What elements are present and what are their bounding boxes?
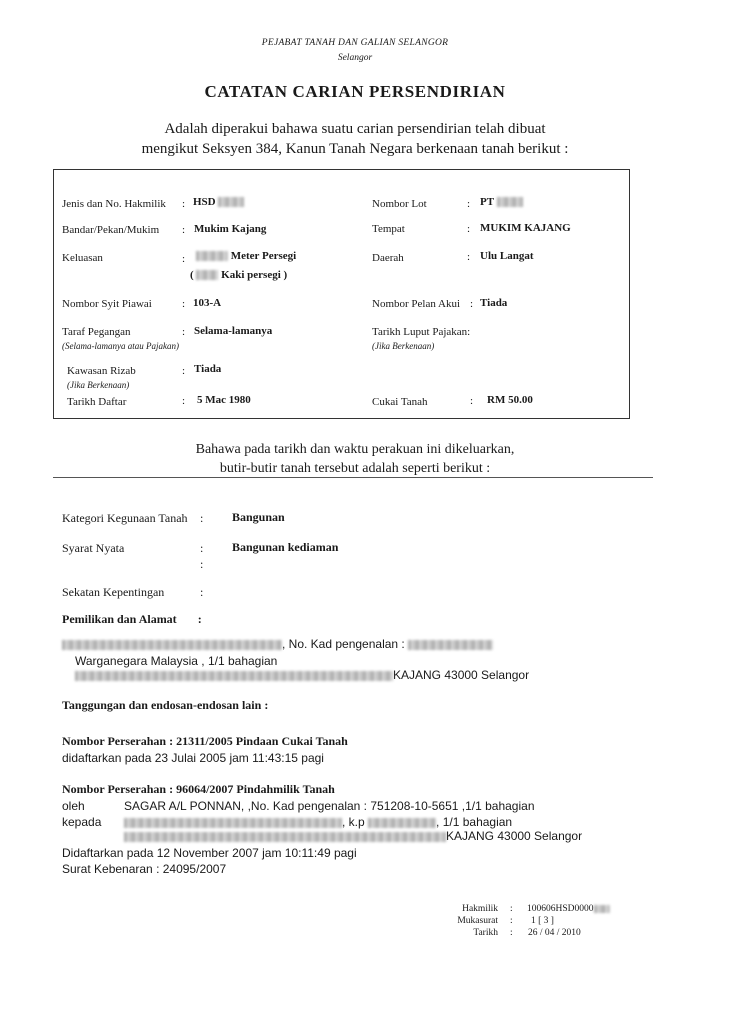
tenure-label: Taraf Pegangan [62, 326, 131, 338]
entry-2-registered: Didaftarkan pada 12 November 2007 jam 10:11:49 pagi [62, 846, 357, 860]
colon: : [510, 928, 513, 938]
title-type-label: Jenis dan No. Hakmilik [62, 198, 166, 210]
office-state: Selangor [337, 53, 373, 63]
place-label: Tempat [372, 223, 405, 235]
area-value-m: Meter Persegi [196, 250, 296, 262]
statement-text [0, 440, 710, 478]
colon: : [510, 916, 513, 926]
colon: : [182, 198, 186, 210]
colon: : [467, 223, 471, 235]
lot-label: Nombor Lot [372, 198, 427, 210]
district-value: Ulu Langat [480, 250, 534, 262]
redacted-mark [196, 251, 228, 261]
owner-line: , No. Kad pengenalan : [62, 637, 493, 651]
divider-line [53, 477, 653, 478]
redacted-mark [594, 905, 610, 913]
intro-text [0, 119, 710, 159]
area-value-ft: ( Kaki persegi ) [190, 269, 288, 281]
encumbrance-label: Tanggungan dan endosan-endosan lain : [62, 698, 269, 712]
ownership-label: Pemilikan dan Alamat : [62, 612, 202, 626]
entry-2-to-label: kepada [62, 815, 102, 829]
redacted-owner-address [75, 671, 393, 681]
reserve-sub: (Jika Berkenaan) [67, 380, 130, 390]
reg-date-label: Tarikh Daftar [67, 396, 127, 408]
lease-expiry-sub: (Jika Berkenaan) [372, 341, 435, 351]
document-title: CATATAN CARIAN PERSENDIRIAN [204, 82, 506, 101]
footer-page-value: 1 [ 3 ] [531, 916, 554, 926]
tax-label: Cukai Tanah [372, 396, 428, 408]
redacted-mark [497, 197, 523, 207]
redacted-mark [196, 270, 218, 280]
restriction-label: Sekatan Kepentingan [62, 585, 165, 599]
condition-label: Syarat Nyata [62, 541, 125, 555]
office-name: PEJABAT TANAH DAN GALIAN SELANGOR [261, 38, 449, 48]
redacted-buyer-ic [368, 818, 436, 828]
entry-2-permit: Surat Kebenaran : 24095/2007 [62, 862, 227, 876]
colon: : [182, 253, 186, 265]
tenure-value: Selama-lamanya [194, 325, 273, 337]
owner-address: KAJANG 43000 Selangor [75, 668, 529, 682]
reg-date-value: 5 Mac 1980 [197, 394, 251, 406]
tenure-sub: (Selama-lamanya atau Pajakan) [62, 341, 179, 351]
entry-2-title: Nombor Perserahan : 96064/2007 Pindahmilik Tanah [62, 782, 335, 796]
colon: : [470, 298, 474, 310]
colon: : [200, 557, 204, 571]
district-label: Daerah [372, 252, 404, 264]
usage-label: Kategori Kegunaan Tanah [62, 511, 188, 525]
colon: : [182, 365, 186, 377]
condition-value: Bangunan kediaman [232, 540, 339, 554]
entry-2-to-line: , k.p , 1/1 bahagian [124, 815, 512, 829]
entry-1-registered: didaftarkan pada 23 Julai 2005 jam 11:43:15 pagi [62, 751, 324, 765]
footer-date-value: 26 / 04 / 2010 [528, 928, 581, 938]
redacted-owner-ic [408, 640, 493, 650]
footer-title-value: 100606HSD0000 [527, 904, 610, 914]
entry-2-to-address: KAJANG 43000 Selangor [124, 829, 582, 843]
usage-value: Bangunan [232, 510, 285, 524]
colon: : [182, 298, 186, 310]
colon: : [510, 904, 513, 914]
entry-1-title: Nombor Perserahan : 21311/2005 Pindaan Cukai Tanah [62, 734, 348, 748]
colon: : [182, 395, 186, 407]
lot-value: PT [480, 196, 523, 208]
intro-line-2: mengikut Seksyen 384, Kanun Tanah Negara berkenaan tanah berikut : [141, 141, 569, 157]
redacted-buyer-name [124, 818, 342, 828]
redacted-mark [218, 197, 244, 207]
footer-date-label: Tarikh [473, 928, 498, 938]
plan-label: Nombor Pelan Akui [372, 298, 460, 310]
colon: : [467, 198, 471, 210]
reserve-label: Kawasan Rizab [67, 365, 136, 377]
title-type-value: HSD [193, 196, 244, 208]
colon: : [200, 541, 204, 555]
colon: : [182, 326, 186, 338]
tax-value: RM 50.00 [487, 394, 533, 406]
colon: : [182, 224, 186, 236]
entry-2-from-value: SAGAR A/L PONNAN, ,No. Kad pengenalan : 751208-10-5651 ,1/1 bahagian [124, 799, 535, 813]
plan-value: Tiada [480, 297, 508, 309]
colon: : [200, 511, 204, 525]
reserve-value: Tiada [194, 363, 222, 375]
colon: : [200, 585, 204, 599]
lease-expiry-label: Tarikh Luput Pajakan: [372, 326, 471, 338]
owner-citizenship: Warganegara Malaysia , 1/1 bahagian [75, 654, 278, 668]
redacted-buyer-address [124, 832, 446, 842]
town-label: Bandar/Pekan/Mukim [62, 224, 160, 236]
place-value: MUKIM KAJANG [480, 222, 571, 234]
town-value: Mukim Kajang [194, 223, 267, 235]
statement-line-2: butir-butir tanah tersebut adalah seperti berikut : [219, 461, 491, 476]
redacted-owner-name [62, 640, 282, 650]
footer-page-label: Mukasurat [457, 916, 498, 926]
area-label: Keluasan [62, 252, 103, 264]
colon: : [470, 395, 474, 407]
intro-line-1: Adalah diperakui bahawa suatu carian persendirian telah dibuat [164, 121, 546, 137]
footer-title-label: Hakmilik [462, 904, 498, 914]
entry-2-from-label: oleh [62, 799, 85, 813]
colon: : [467, 251, 471, 263]
statement-line-1: Bahawa pada tarikh dan waktu perakuan ini dikeluarkan, [195, 442, 515, 457]
sheet-label: Nombor Syit Piawai [62, 298, 152, 310]
sheet-value: 103-A [193, 297, 222, 309]
